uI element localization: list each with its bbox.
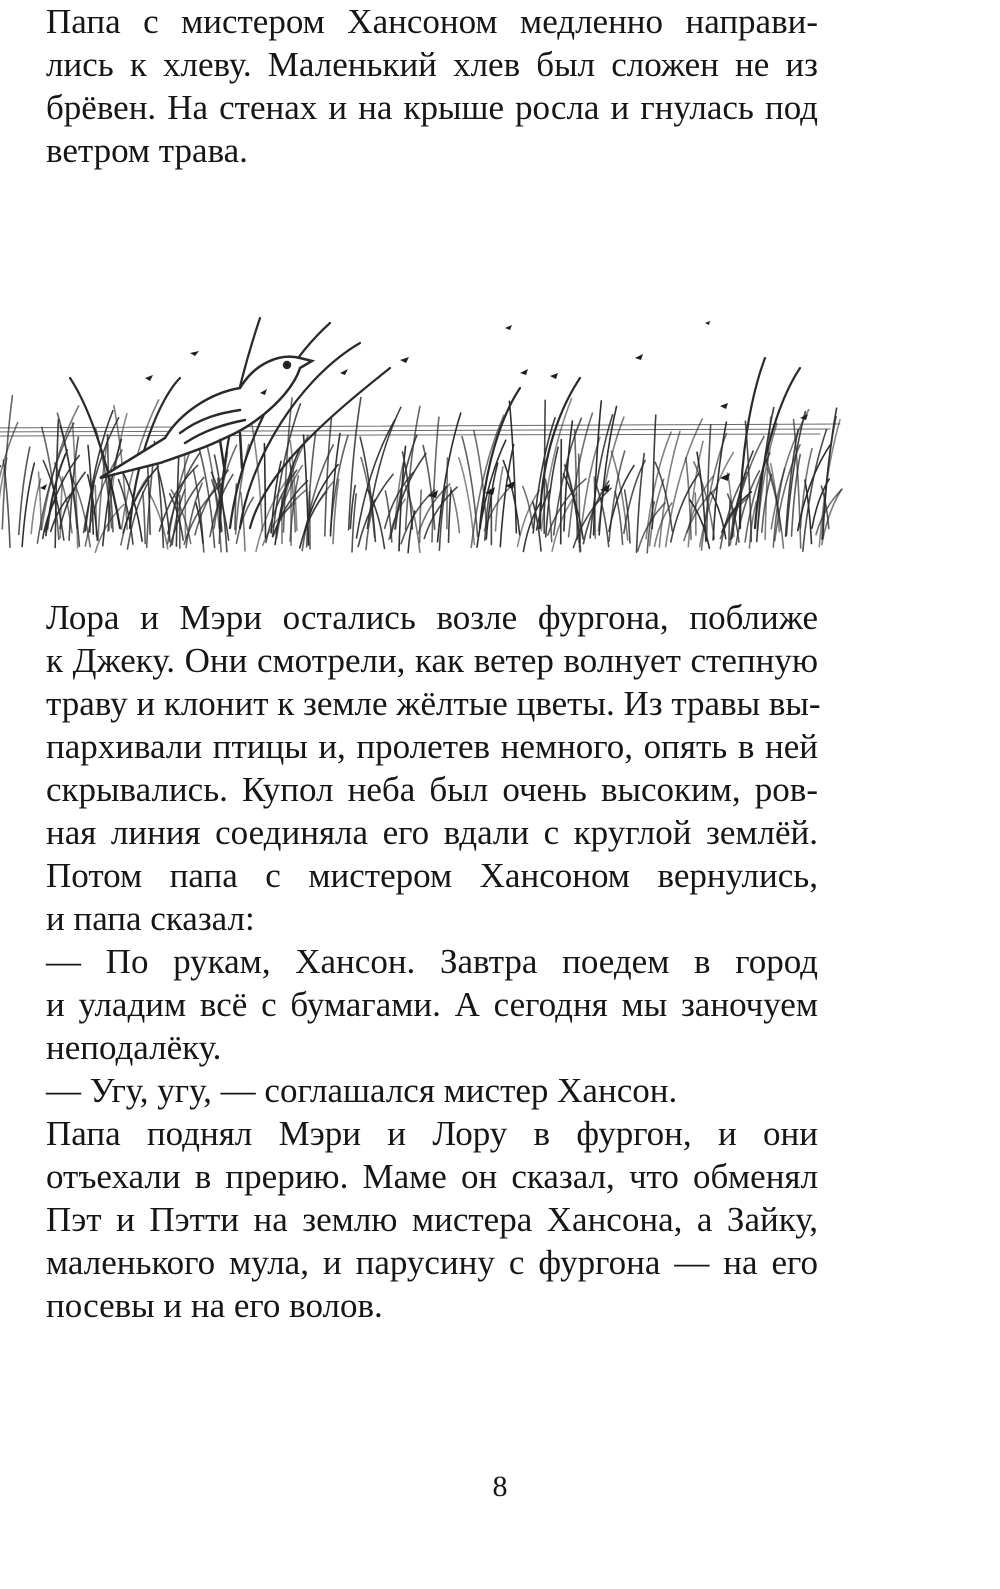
- grass-blade: [307, 432, 316, 546]
- grass-blade: [459, 458, 474, 545]
- text-line: лись к хлеву. Маленький хлев был сложен не из: [46, 45, 818, 84]
- text-line: Пэт и Пэтти на землю мистера Хансона, а Зайку,: [46, 1200, 818, 1239]
- text-line: маленького мула, и парусину с фургона — на его: [46, 1243, 818, 1282]
- text-line: Папа с мистером Хансоном медленно направи-: [46, 2, 818, 41]
- text-line: ная линия соединяла его вдали с круглой землёй.: [46, 813, 818, 852]
- grass-blade: [143, 492, 145, 543]
- grass-blade: [432, 417, 439, 542]
- text-line: ветром трава.: [46, 131, 248, 170]
- paragraph-4: [0, 940, 818, 1069]
- paragraph-2: [0, 596, 821, 854]
- paragraph-6: [0, 1112, 818, 1327]
- text-line: скрывались. Купол неба был очень высоким, ров-: [46, 770, 818, 809]
- text-line: — По рукам, Хансон. Завтра поедем в город: [46, 942, 818, 981]
- grass-blade: [449, 490, 451, 542]
- flying-birds: [40, 321, 808, 498]
- grass-blade: [569, 413, 593, 537]
- text-line: — Угу, угу, — соглашался мистер Хансон.: [46, 1071, 678, 1110]
- text-line: Потом папа с мистером Хансоном вернулись,: [46, 856, 818, 895]
- paragraph-5: [0, 1069, 818, 1112]
- grass-blade: [695, 493, 696, 535]
- grass-blade: [615, 491, 623, 544]
- text-line: посевы и на его волов.: [46, 1286, 383, 1325]
- text-line: пархивали птицы и, пролетев немного, опять в ней: [46, 727, 818, 766]
- text-line: Папа поднял Мэри и Лору в фургон, и они: [46, 1114, 818, 1153]
- grass-illustration-svg: [0, 228, 870, 558]
- text-line: Лора и Мэри остались возле фургона, поближе: [46, 598, 818, 637]
- grass-blade: [420, 490, 422, 542]
- text-line: и папа сказал:: [46, 899, 255, 938]
- grass-blade: [561, 440, 562, 544]
- text-block-bottom: [0, 596, 821, 1327]
- grass-blade: [198, 445, 214, 547]
- sparrow-in-prairie-grass-illustration: [0, 228, 870, 558]
- text-line: брёвен. На стенах и на крыше росла и гнулась под: [46, 88, 818, 127]
- grass-blade: [503, 461, 519, 535]
- text-line: к Джеку. Они смотрели, как ветер волнует степную: [46, 641, 818, 680]
- text-line: и уладим всё с бумагами. А сегодня мы заночуем: [46, 985, 818, 1024]
- paragraph-3: [0, 854, 818, 940]
- text-line: неподалёку.: [46, 1028, 222, 1067]
- text-line: отъехали в прерию. Маме он сказал, что обменял: [46, 1157, 818, 1196]
- paragraph-1: [0, 0, 818, 172]
- page-number: 8: [492, 1470, 508, 1503]
- grass-blade: [450, 487, 459, 532]
- text-block-top: [0, 0, 818, 172]
- text-line: траву и клонит к земле жёлтые цветы. Из травы вы-: [46, 684, 821, 723]
- grass-blade: [509, 401, 516, 533]
